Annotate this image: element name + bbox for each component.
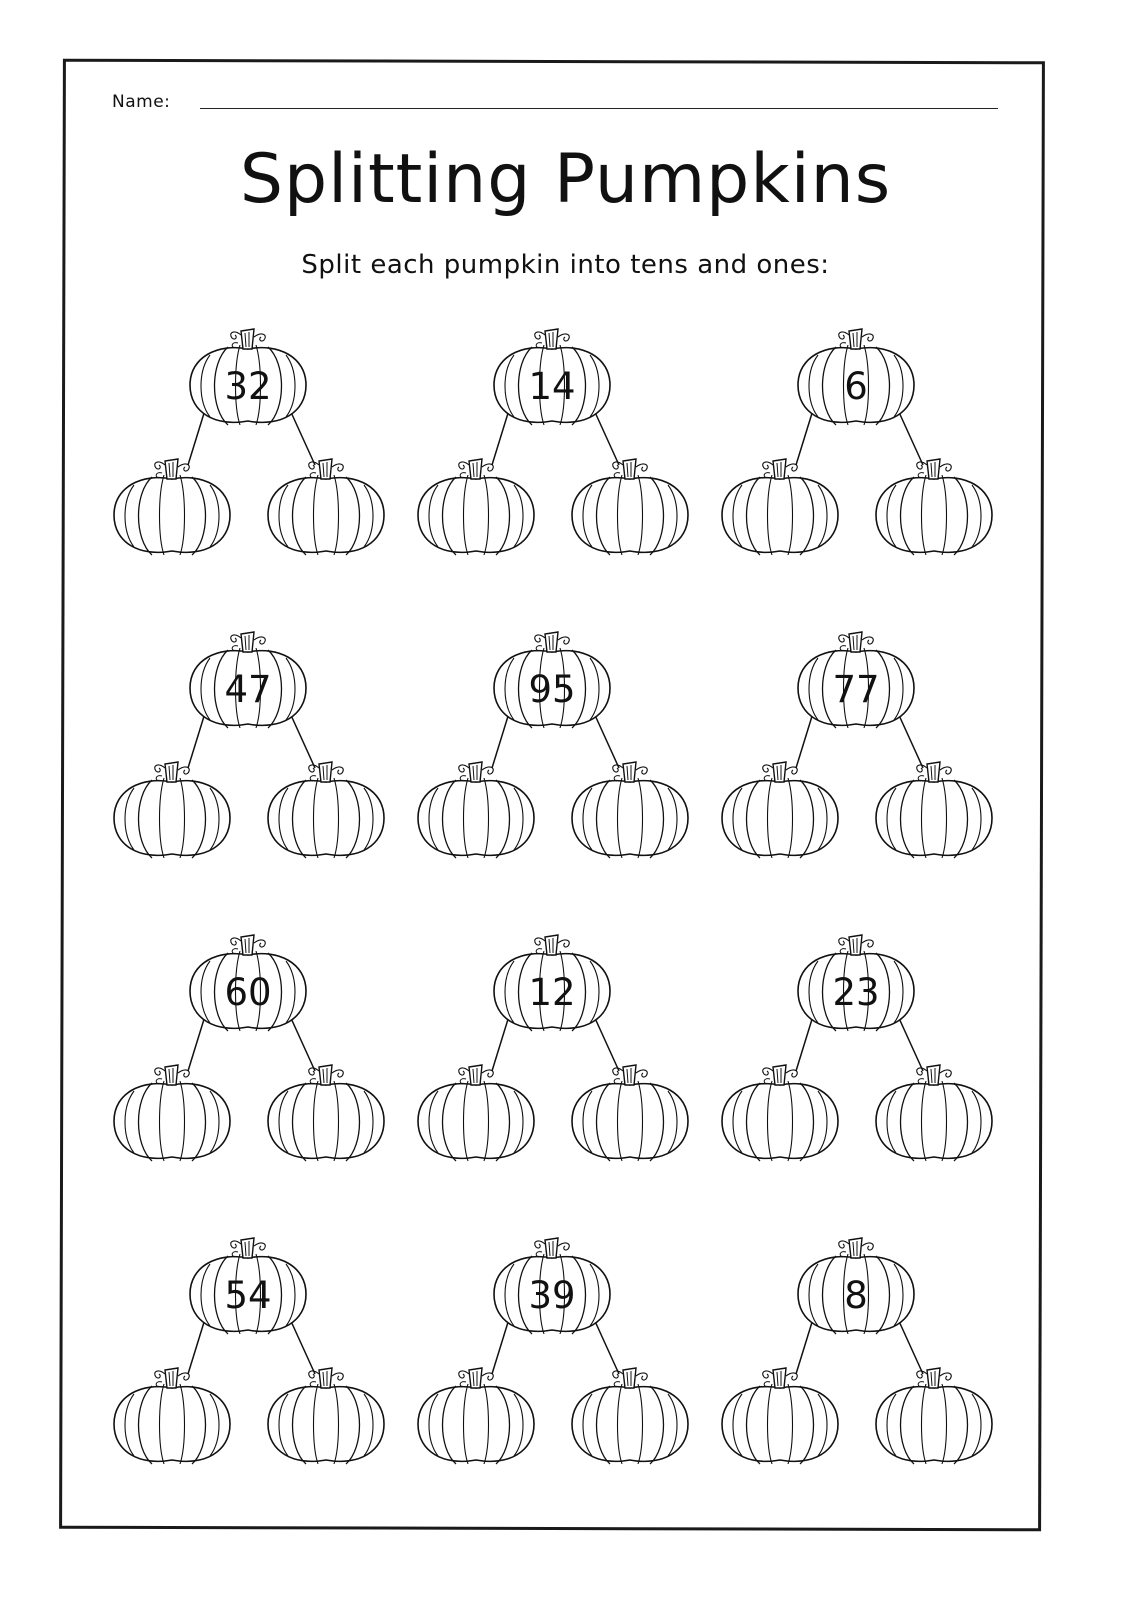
number-bond-problem xyxy=(718,628,1018,868)
pumpkin-icon xyxy=(876,459,992,555)
number-bond-problem xyxy=(414,1234,714,1474)
pumpkin-icon xyxy=(876,1368,992,1464)
whole-number: 6 xyxy=(844,365,868,408)
pumpkin-icon xyxy=(114,1065,230,1161)
name-label: Name: xyxy=(112,92,171,112)
number-bond-problem xyxy=(718,1234,1018,1474)
pumpkin-icon xyxy=(418,459,534,555)
number-bond-problem xyxy=(414,325,714,565)
pumpkin-icon xyxy=(572,459,688,555)
pumpkin-icon xyxy=(722,1368,838,1464)
pumpkin-icon xyxy=(572,1065,688,1161)
whole-number: 60 xyxy=(224,971,272,1014)
number-bond-problem xyxy=(110,931,410,1171)
whole-number: 54 xyxy=(224,1274,272,1317)
pumpkin-icon xyxy=(268,1368,384,1464)
whole-number: 32 xyxy=(224,365,272,408)
number-bond-problem xyxy=(718,931,1018,1171)
pumpkin-icon xyxy=(114,762,230,858)
pumpkin-icon xyxy=(114,1368,230,1464)
whole-number: 39 xyxy=(528,1274,576,1317)
whole-number: 77 xyxy=(832,668,880,711)
whole-number: 8 xyxy=(844,1274,868,1317)
pumpkin-icon xyxy=(722,459,838,555)
pumpkin-icon xyxy=(418,1065,534,1161)
whole-number: 23 xyxy=(832,971,880,1014)
number-bond-problem xyxy=(718,325,1018,565)
number-bond-problem xyxy=(110,628,410,868)
pumpkin-icon xyxy=(114,459,230,555)
number-bond-problem xyxy=(110,1234,410,1474)
number-bond-problem xyxy=(110,325,410,565)
pumpkin-icon xyxy=(268,1065,384,1161)
pumpkin-icon xyxy=(268,459,384,555)
pumpkin-icon xyxy=(418,762,534,858)
whole-number: 12 xyxy=(528,971,576,1014)
whole-number: 14 xyxy=(528,365,576,408)
pumpkin-icon xyxy=(722,1065,838,1161)
pumpkin-icon xyxy=(418,1368,534,1464)
worksheet-title: Splitting Pumpkins xyxy=(239,140,892,219)
number-bond-problem xyxy=(414,931,714,1171)
pumpkin-icon xyxy=(722,762,838,858)
whole-number: 47 xyxy=(224,668,272,711)
pumpkin-icon xyxy=(572,1368,688,1464)
pumpkin-icon xyxy=(572,762,688,858)
whole-number: 95 xyxy=(528,668,576,711)
worksheet-instructions: Split each pumpkin into tens and ones: xyxy=(301,250,830,280)
pumpkin-icon xyxy=(268,762,384,858)
number-bond-problem xyxy=(414,628,714,868)
pumpkin-icon xyxy=(876,762,992,858)
pumpkin-icon xyxy=(876,1065,992,1161)
